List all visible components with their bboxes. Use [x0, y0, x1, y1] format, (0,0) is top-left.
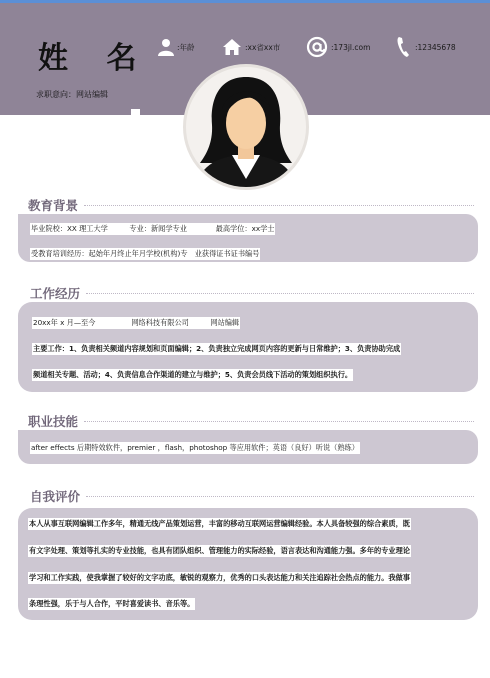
- at-email-icon: [306, 36, 328, 58]
- work-line-1: 20xx年 x 月—至今 网络科技有限公司 网站编辑: [33, 318, 240, 327]
- home-icon: [222, 38, 242, 56]
- avatar-silhouette: [186, 67, 306, 187]
- self-eval-line-3: 学习和工作实践，使我掌握了较好的文字功底，敏锐的观察力，优秀的口头表达能力和关注追踪社会热点的能力。我做事: [29, 573, 410, 582]
- section-title-self-eval: 自我评价: [30, 489, 81, 504]
- section-divider: [86, 293, 474, 294]
- email-info: [306, 35, 370, 59]
- self-eval-line-4: 条理性强，乐于与人合作，平时喜爱读书、音乐等。: [29, 599, 195, 608]
- section-title-skills: 职业技能: [28, 414, 79, 429]
- location-text: :xx省xx市: [245, 42, 281, 52]
- section-divider: [86, 496, 474, 497]
- phone-icon: [396, 36, 412, 58]
- header-notch: [131, 109, 140, 121]
- phone-text: :12345678: [415, 42, 456, 52]
- location-info: [222, 35, 280, 59]
- job-intent: 求职意向：网站编辑: [36, 90, 108, 99]
- email-text: :173jl.com: [331, 42, 371, 52]
- section-divider: [84, 421, 474, 422]
- education-line-1: 毕业院校：XX 理工大学 专业：新闻学专业 最高学位：xx学士: [31, 224, 275, 233]
- work-line-3: 频道相关专题、活动；4、负责信息合作渠道的建立与维护；5、负责会员线下活动的策划组织执行。: [33, 370, 353, 379]
- skills-line-1: after effects 后期特效软件，premier ，flash，photoshop 等应用软件；英语（良好）听说（熟练）: [31, 443, 359, 452]
- age-info: [158, 35, 195, 59]
- avatar: [183, 64, 309, 190]
- section-title-work: 工作经历: [30, 286, 81, 301]
- work-line-2: 主要工作：1、负责相关频道内容规划和页面编辑；2、负责独立完成网页内容的更新与日常维护；3、负责协助完成: [33, 344, 401, 353]
- section-title-education: 教育背景: [28, 198, 79, 213]
- candidate-name: 姓 名: [38, 41, 151, 76]
- self-eval-line-1: 本人从事互联网编辑工作多年，精通无线产品策划运营，丰富的移动互联网运营编辑经验。本人具备较强的综合素质，既: [29, 519, 410, 528]
- person-icon: [158, 38, 174, 56]
- age-text: :年龄: [177, 42, 195, 52]
- section-divider: [84, 205, 474, 206]
- education-line-2: 受教育培训经历：起始年月终止年月学校(机构)专 业获得证书证书编号: [31, 249, 260, 258]
- phone-info: [396, 35, 456, 59]
- self-eval-line-2: 有文字处理、策划等扎实的专业技能，也具有团队组织、管理能力的实际经验，语言表达和沟通能力强。多年的专业理论: [29, 546, 410, 555]
